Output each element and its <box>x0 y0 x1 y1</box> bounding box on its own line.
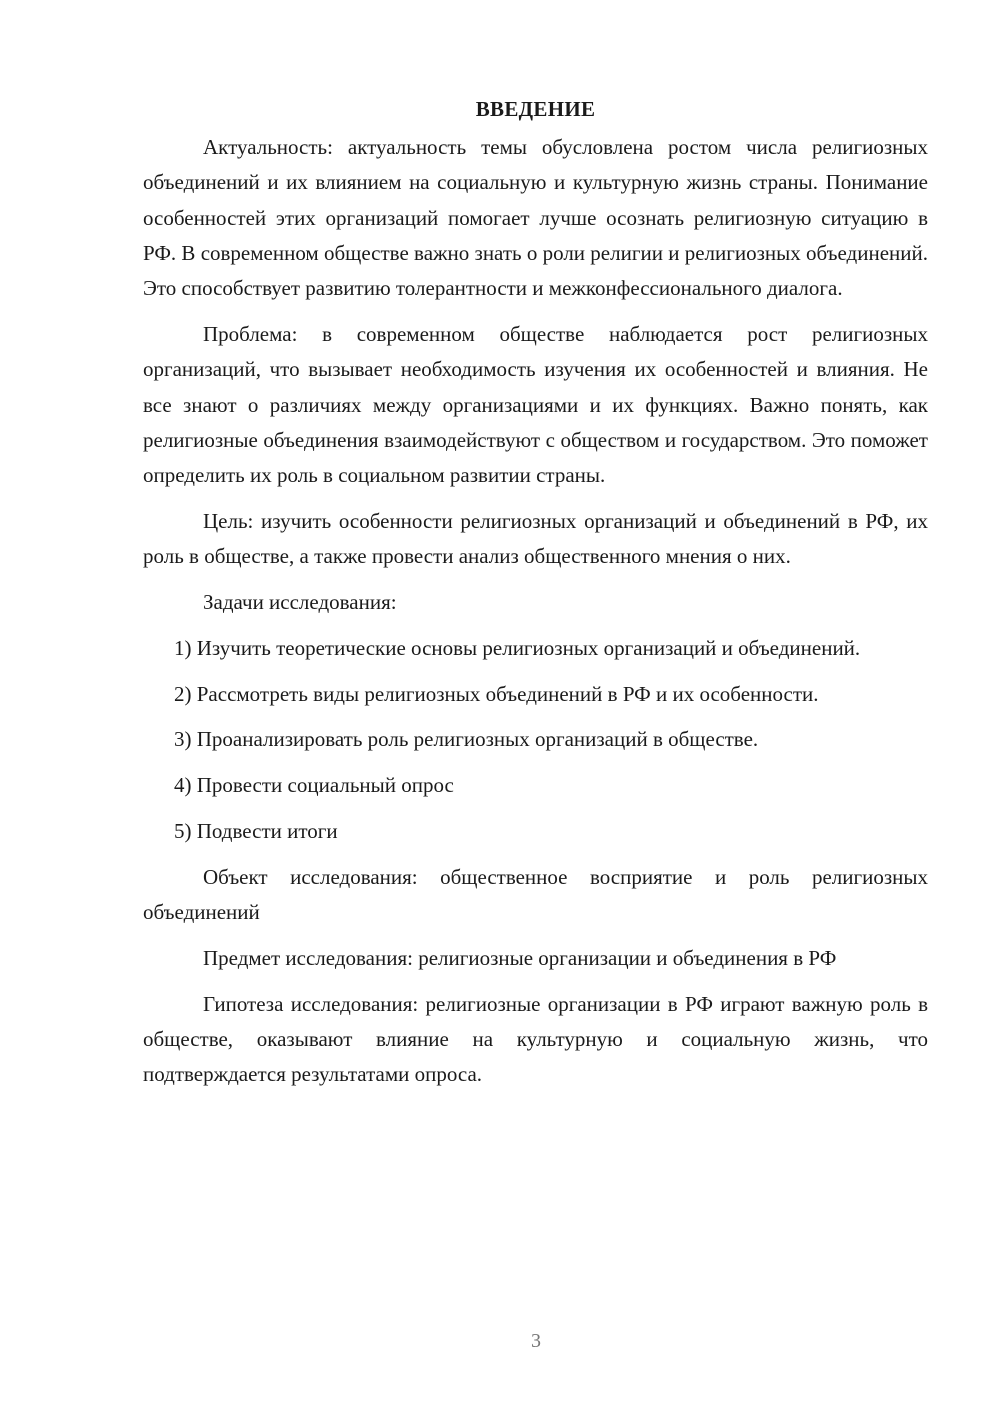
document-page <box>143 92 928 1103</box>
paragraph-hypothesis: Гипотеза исследования: религиозные организации в РФ играют важную роль в обществе, оказывают влияние на культурную и социальную жизнь, что подтверждается результатами опроса. <box>143 991 928 1087</box>
paragraph-relevance: Актуальность: актуальность темы обусловлена ростом числа религиозных объединений и их влиянием на социальную и культурную жизнь страны. Понимание особенностей этих организаций помогает лучше осознать религиозную ситуацию в РФ. В современном обществе важно знать о роли религии и религиозных объединений. Это способствует развитию толерантности и межконфессионального диалога. <box>143 135 928 301</box>
paragraph-goal: Цель: изучить особенности религиозных организаций и объединений в РФ, их роль в обществе, а также провести анализ общественного мнения о них. <box>143 508 928 569</box>
paragraph-problem: Проблема: в современном обществе наблюдается рост религиозных организаций, что вызывает необходимость изучения их особенностей и влияния. Не все знают о различиях между организациями и их функциях. Важно понять, как религиозные объединения взаимодействуют с обществом и государством. Это поможет определить их роль в социальном развитии страны. <box>143 321 928 488</box>
task-item-5: 5) Подвести итоги <box>174 819 338 844</box>
paragraph-subject: Предмет исследования: религиозные организации и объединения в РФ <box>203 945 837 970</box>
page-number: 3 <box>531 1330 541 1352</box>
paragraph-object: Объект исследования: общественное восприятие и роль религиозных объединений <box>143 864 928 925</box>
section-heading: ВВЕДЕНИЕ <box>475 97 596 121</box>
tasks-title: Задачи исследования: <box>203 590 397 615</box>
task-item-4: 4) Провести социальный опрос <box>174 773 454 798</box>
task-item-3: 3) Проанализировать роль религиозных организаций в обществе. <box>174 727 759 752</box>
task-item-2: 2) Рассмотреть виды религиозных объединений в РФ и их особенности. <box>174 681 819 706</box>
task-item-1: 1) Изучить теоретические основы религиозных организаций и объединений. <box>174 635 861 660</box>
